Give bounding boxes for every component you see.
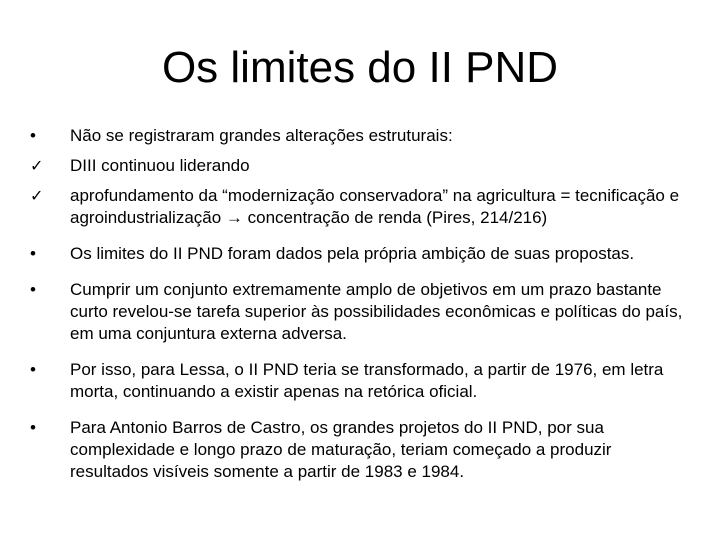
bullet-marker-icon: • [30,126,36,145]
bullet-list [30,125,690,491]
bullet-text: Cumprir um conjunto extremamente amplo de objetivos em um prazo bastante curto revelou-se tarefa superior às possibilidades econômicas e políticas do país, em uma conjuntura externa adversa. [70,280,683,343]
bullet-text: Por isso, para Lessa, o II PND teria se transformado, a partir de 1976, em letra morta, continuando a existir apenas na retórica oficial. [70,360,664,401]
checkmark-icon: ✓ [30,156,44,175]
bullet-text: DIII continuou liderando [70,156,250,175]
bullet-text: Para Antonio Barros de Castro, os grandes projetos do II PND, por sua complexidade e longo prazo de maturação, teriam começado a produzir resultados visíveis somente a partir de 1983 e 1984. [70,418,612,481]
bullet-marker-icon: • [30,360,36,379]
bullet-item [30,125,690,147]
bullet-item [30,243,690,265]
bullet-item [30,359,690,403]
bullet-marker-icon: • [30,244,36,263]
bullet-text: Os limites do II PND foram dados pela própria ambição de suas propostas. [70,244,635,263]
bullet-text: Não se registraram grandes alterações estruturais: [70,126,453,145]
bullet-marker-icon: • [30,280,36,299]
bullet-item [30,155,690,177]
bullet-item [30,279,690,345]
slide-title: Os limites do II PND [161,43,559,92]
bullet-item [30,417,690,483]
bullet-text: aprofundamento da “modernização conservadora” na agricultura = tecnificação e agroindustrialização → concentração de renda (Pires, 214/216) [70,186,680,227]
bullet-marker-icon: • [30,418,36,437]
bullet-item [30,185,690,229]
checkmark-icon: ✓ [30,186,44,205]
